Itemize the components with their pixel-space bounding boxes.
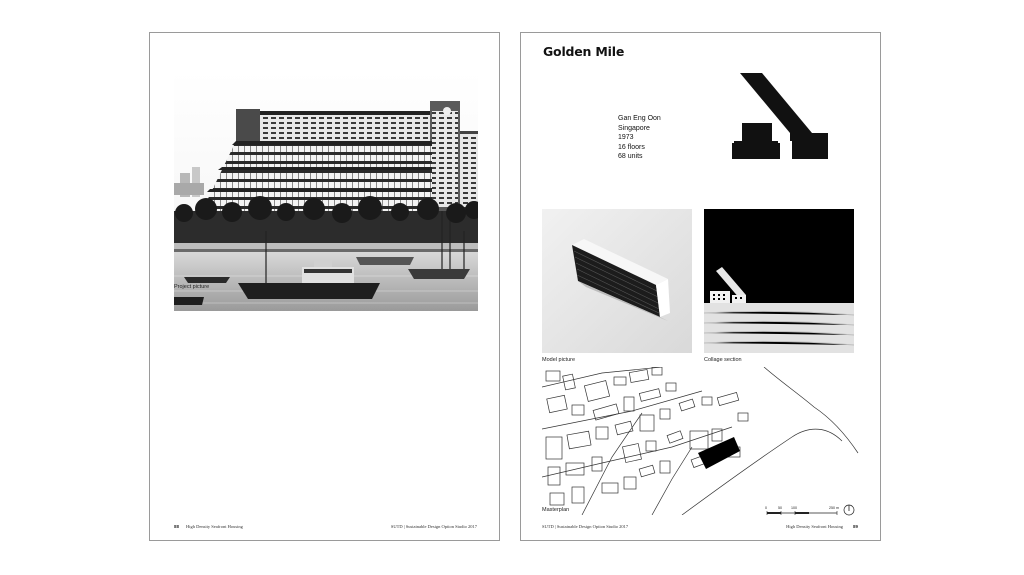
project-picture-caption: Project picture bbox=[174, 284, 210, 290]
scale-bar bbox=[765, 503, 845, 517]
left-page bbox=[149, 32, 500, 541]
architect-name: Gan Eng Oon bbox=[618, 115, 661, 122]
project-location: Singapore bbox=[618, 124, 650, 132]
scale-label-50: 50 bbox=[778, 506, 782, 510]
page-title: Golden Mile bbox=[543, 44, 625, 59]
masterplan-caption: Masterplan bbox=[542, 507, 570, 513]
model-photo bbox=[542, 209, 692, 353]
page-number: 89 bbox=[852, 524, 858, 529]
model-picture-caption: Model picture bbox=[542, 357, 576, 363]
project-photo bbox=[174, 71, 478, 311]
collage-section-image bbox=[704, 209, 854, 353]
running-title: High Density Seafront Housing bbox=[786, 524, 843, 529]
right-page bbox=[520, 32, 881, 541]
collage-section-caption: Collage section bbox=[704, 357, 742, 363]
studio-credit: SUTD | Sustainable Design Option Studio 2017 bbox=[390, 524, 477, 529]
north-arrow-icon bbox=[843, 504, 855, 516]
collage-section-illustration bbox=[704, 209, 854, 353]
studio-credit: SUTD | Sustainable Design Option Studio 2017 bbox=[542, 524, 629, 529]
model-photo-illustration bbox=[542, 209, 692, 353]
masterplan-illustration bbox=[542, 367, 862, 515]
project-info bbox=[618, 114, 661, 162]
masterplan-drawing bbox=[542, 367, 862, 515]
floor-count: 16 floors bbox=[618, 143, 645, 151]
project-photo-illustration bbox=[174, 71, 478, 311]
stepped-building-logo-icon bbox=[732, 73, 828, 159]
unit-count: 68 units bbox=[618, 153, 643, 161]
project-year: 1973 bbox=[618, 134, 634, 142]
scale-label-100: 100 bbox=[791, 506, 797, 510]
scale-label-0: 0 bbox=[765, 506, 767, 510]
page-number: 88 bbox=[174, 524, 180, 529]
scale-label-250m: 250 m bbox=[829, 506, 839, 510]
running-title: High Density Seafront Housing bbox=[186, 524, 243, 529]
golden-mile-footprint bbox=[698, 437, 740, 469]
